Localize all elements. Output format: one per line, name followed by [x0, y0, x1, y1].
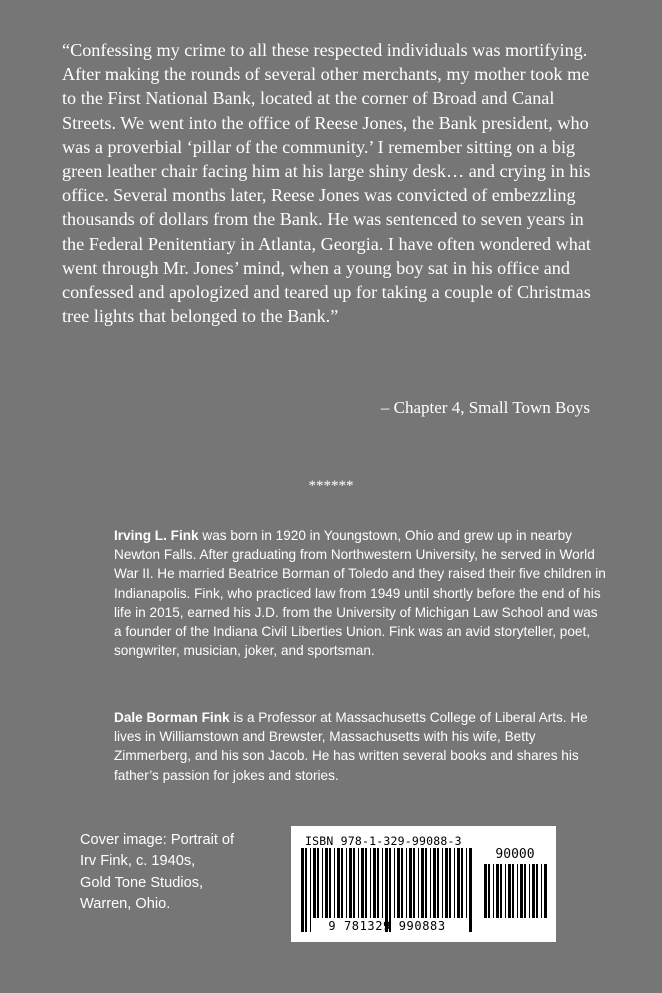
barcode-bar: [401, 848, 403, 918]
barcode-bar: [409, 848, 412, 918]
barcode-bar: [466, 848, 467, 918]
barcode-bar: [449, 848, 451, 918]
barcode-bar: [322, 848, 323, 918]
author-name: Irving L. Fink: [114, 528, 199, 543]
barcode-bar: [524, 864, 526, 918]
barcode-bar: [433, 848, 436, 918]
barcode-bar: [418, 848, 419, 918]
barcode-bar: [329, 848, 331, 918]
barcode-bar: [337, 848, 340, 918]
barcode-bar: [529, 864, 530, 918]
barcode-bar: [421, 848, 424, 918]
barcode-bar: [377, 848, 379, 918]
credit-line: Gold Tone Studios,: [80, 874, 204, 891]
barcode-bar: [406, 848, 407, 918]
barcode-bar: [445, 848, 448, 918]
barcode-bar: [317, 848, 319, 918]
barcode-bar: [488, 864, 490, 918]
barcode-bar: [500, 864, 502, 918]
credit-line: Warren, Ohio.: [80, 895, 171, 912]
barcode-bar: [508, 864, 511, 918]
barcode-bar: [532, 864, 535, 918]
barcode-bar: [346, 848, 347, 918]
barcode-bar: [349, 848, 352, 918]
barcode-bar: [394, 848, 395, 918]
credit-line: Cover image: Portrait of: [80, 832, 235, 848]
cover-image-credit: [80, 830, 280, 915]
barcode-bar: [313, 848, 316, 918]
barcode-bar: [512, 864, 514, 918]
barcode-bar: [382, 848, 383, 918]
barcode-bar: [437, 848, 439, 918]
barcode-bar: [373, 848, 376, 918]
barcode-bar: [442, 848, 443, 918]
price-code: 90000: [495, 847, 535, 862]
barcode-bar: [544, 864, 547, 918]
barcode-bar: [361, 848, 364, 918]
barcode-bar: [413, 848, 415, 918]
barcode-bar: [520, 864, 523, 918]
ean-digits: 9 781329 990883: [328, 919, 446, 933]
barcode-bar: [484, 864, 487, 918]
price-addon-bars: [482, 864, 548, 932]
barcode-bar: [454, 848, 455, 918]
barcode-bar: [334, 848, 335, 918]
credit-line: Irv Fink, c. 1940s,: [80, 853, 196, 870]
barcode-bar: [365, 848, 367, 918]
isbn-label: ISBN 978-1-329-99088-3: [305, 834, 462, 848]
quote-attribution: – Chapter 4, Small Town Boys: [380, 398, 590, 417]
barcode-bar: [517, 864, 518, 918]
isbn-barcode: [291, 826, 556, 942]
barcode-bar: [505, 864, 506, 918]
author-bio-dale: [114, 708, 606, 785]
barcode-bar: [496, 864, 499, 918]
barcode-bar: [536, 864, 538, 918]
barcode-bar: [425, 848, 427, 918]
bio-text: is a Professor at Massachusetts College of Liberal Arts. He lives in Williamstown and Brewster, Massachusetts with his wife, Betty Zimmerberg, and his son Jacob. He has written several books and shares his father’s passion for jokes and stories.: [114, 710, 588, 783]
barcode-bar: [397, 848, 400, 918]
back-cover-quote: [62, 38, 602, 328]
barcode-bar: [353, 848, 355, 918]
quote-text: “Confessing my crime to all these respected individuals was mortifying. After making the rounds of several other merchants, my mother took me to the First National Bank, located at the corner of Broad and Canal Streets. We went into the office of Reese Jones, the Bank president, who was a proverbial ‘pillar of the community.’ I remember sitting on a big green leather chair facing him at his large shiny desk… and crying in his office. Several months later, Reese Jones was convicted of embezzling thousands of dollars from the Bank. He was sentenced to seven years in the Federal Penitentiary in Atlanta, Georgia. I have often wondered what went through Mr. Jones’ mind, when a young boy sat in his office and confessed and apologized and teared up for taking a couple of Christmas tree lights that belonged to the Bank.”: [62, 40, 591, 327]
barcode-bar: [493, 864, 494, 918]
barcode-bar: [430, 848, 431, 918]
author-name: Dale Borman Fink: [114, 710, 230, 725]
barcode-bar: [457, 848, 460, 918]
bio-text: was born in 1920 in Youngstown, Ohio and grew up in nearby Newton Falls. After graduating from Northwestern University, he served in World War II. He married Beatrice Borman of Toledo and they raised their five children in Indianapolis. Fink, who practiced law from 1949 until shortly before the end of his life in 2015, earned his J.D. from the University of Michigan Law School and was a founder of the Indiana Civil Liberties Union. Fink was an avid storyteller, poet, songwriter, musician, joker, and sportsman.: [114, 528, 606, 659]
barcode-bar: [325, 848, 328, 918]
barcode-bar: [370, 848, 371, 918]
barcode-bar: [358, 848, 359, 918]
section-separator: ******: [308, 478, 354, 494]
author-bio-irving: [114, 526, 606, 660]
barcode-bar: [541, 864, 542, 918]
barcode-bar: [461, 848, 463, 918]
barcode-bar: [341, 848, 343, 918]
